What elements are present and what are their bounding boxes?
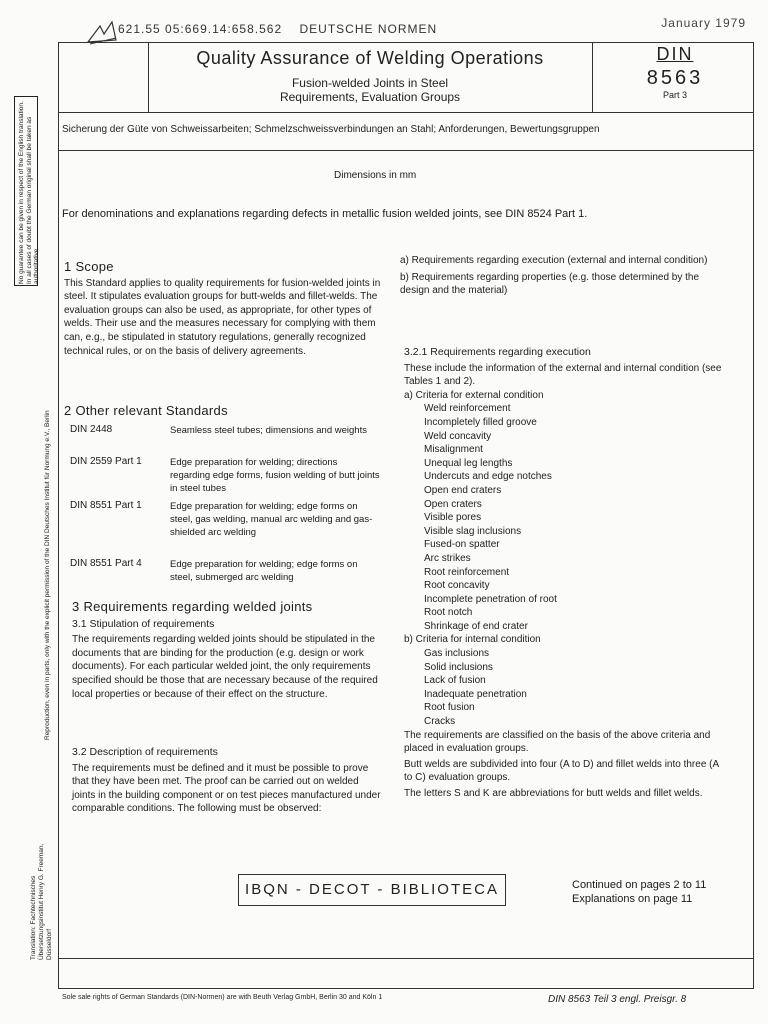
stipulation-text: The requirements regarding welded joints should be stipulated in the documents that are binding for the production (e.g. design or work documents). For each particular welded joint, the only requirements specified should be those that are necessary because of the required local properties or because of their effect on the structure. bbox=[72, 634, 378, 700]
criterion-item: Incompletely filled groove bbox=[424, 416, 537, 428]
standard-code: DIN 8551 Part 4 bbox=[70, 558, 142, 569]
requirements-section bbox=[72, 600, 384, 701]
library-stamp: IBQN - DECOT - BIBLIOTECA bbox=[238, 874, 506, 906]
reproduction-notice: Reproduction, even in parts, only with the explicit permission of the DIN Deutsches Institut für Normung e.V., Berlin bbox=[44, 410, 51, 740]
standards-section bbox=[64, 404, 382, 418]
classification-line: 621.55 05:669.14:658.562 DEUTSCHE NORMEN bbox=[118, 22, 438, 36]
standard-number: 8563 bbox=[646, 67, 704, 89]
criterion-item: Undercuts and edge notches bbox=[424, 471, 552, 483]
execution-text: These include the information of the external and internal condition (see Tables 1 and 2). bbox=[404, 362, 722, 388]
subsection-heading: 3.2.1 Requirements regarding execution bbox=[404, 346, 591, 358]
criterion-item: Cracks bbox=[424, 716, 456, 728]
standard-description: Edge preparation for welding; edge forms on steel, submerged arc welding bbox=[170, 559, 358, 583]
criterion-item: Root reinforcement bbox=[424, 566, 510, 578]
translation-notice: Translation: Fachtechnisches Übersetzungsinstitut Henry G. Freeman, Düsseldorf bbox=[30, 843, 53, 960]
criterion-item: Fused-on spatter bbox=[424, 539, 500, 551]
criterion-item: Misalignment bbox=[424, 444, 483, 456]
right-column bbox=[400, 254, 720, 298]
explanations-page: Explanations on page 11 bbox=[572, 893, 693, 905]
header-divider bbox=[148, 42, 149, 112]
criterion-item: Shrinkage of end crater bbox=[424, 620, 528, 632]
footer-rights: Sole sale rights of German Standards (DIN-Normen) are with Beuth Verlag GmbH, Berlin 30 and Köln 1 bbox=[62, 994, 383, 1001]
criterion-item: Visible pores bbox=[424, 512, 482, 524]
section-heading: 2 Other relevant Standards bbox=[64, 403, 228, 418]
header-rule bbox=[58, 112, 754, 113]
criterion-item: Weld concavity bbox=[424, 430, 492, 442]
german-title-rule bbox=[58, 150, 754, 151]
issue-date: January 1979 bbox=[661, 16, 746, 30]
din-number-block bbox=[596, 44, 754, 100]
footer-reference: DIN 8563 Teil 3 engl. Preisgr. 8 bbox=[548, 994, 687, 1005]
standard-description: Seamless steel tubes; dimensions and weights bbox=[170, 425, 367, 436]
left-column bbox=[64, 260, 382, 358]
standard-description: Edge preparation for welding; directions regarding edge forms, fusion welding of butt joints in steel tubes bbox=[170, 457, 380, 494]
classification-text: The requirements are classified on the basis of the above criteria and placed in evaluation groups. bbox=[404, 729, 711, 755]
external-criteria-list bbox=[404, 402, 722, 633]
bottom-rule bbox=[58, 958, 754, 959]
document-title: Quality Assurance of Welding Operations bbox=[196, 48, 544, 68]
list-item: b) Requirements regarding properties (e.g. those determined by the design and the material) bbox=[400, 271, 700, 297]
description-section bbox=[72, 746, 384, 816]
criterion-item: Inadequate penetration bbox=[424, 688, 527, 700]
list-item: a) Requirements regarding execution (external and internal condition) bbox=[400, 255, 708, 266]
german-title: Sicherung der Güte von Schweissarbeiten; Schmelzschweissverbindungen an Stahl; Anforderungen, Bewertungsgruppen bbox=[62, 124, 600, 135]
abbreviation-text: The letters S and K are abbreviations for butt welds and fillet welds. bbox=[404, 788, 703, 799]
part-label: Part 3 bbox=[662, 90, 687, 100]
criterion-item: Weld reinforcement bbox=[424, 403, 511, 415]
criterion-item: Incomplete penetration of root bbox=[424, 593, 557, 605]
description-text: The requirements must be defined and it must be possible to prove that they have been met. The proof can be carried out on welded joints in the building component or on test pieces manufactured under comparable conditions. The following must be observed: bbox=[72, 762, 381, 815]
document-subtitle: Fusion-welded Joints in Steel bbox=[291, 76, 449, 90]
standard-code: DIN 2559 Part 1 bbox=[70, 456, 142, 467]
criterion-item: Unequal leg lengths bbox=[424, 457, 513, 469]
criterion-item: Root concavity bbox=[424, 580, 490, 592]
execution-section bbox=[404, 346, 722, 801]
criterion-item: Gas inclusions bbox=[424, 648, 490, 660]
criterion-item: Lack of fusion bbox=[424, 675, 486, 687]
header-divider bbox=[592, 42, 593, 112]
continued-pages: Continued on pages 2 to 11 bbox=[572, 879, 707, 891]
disclaimer-text: No guarantee can be given in respect of the English translation. In all cases of doubt the German original shall be taken as authoritative. bbox=[18, 101, 40, 284]
internal-criteria-list bbox=[404, 647, 722, 729]
continuation-note bbox=[572, 878, 706, 906]
document-subtitle: Requirements, Evaluation Groups bbox=[279, 90, 461, 104]
subsection-heading: 3.1 Stipulation of requirements bbox=[72, 617, 215, 630]
criterion-item: Open craters bbox=[424, 498, 482, 510]
internal-criteria-heading: b) Criteria for internal condition bbox=[404, 634, 541, 646]
standard-description: Edge preparation for welding; edge forms on steel, gas welding, manual arc welding and gas-shielded arc welding bbox=[170, 501, 373, 538]
defects-reference: For denominations and explanations regarding defects in metallic fusion welded joints, see DIN 8524 Part 1. bbox=[62, 208, 588, 220]
criterion-item: Arc strikes bbox=[424, 552, 471, 564]
section-heading: 3 Requirements regarding welded joints bbox=[72, 599, 313, 614]
standards-list bbox=[70, 424, 382, 584]
din-logo-icon bbox=[86, 20, 120, 46]
criterion-item: Visible slag inclusions bbox=[424, 525, 522, 537]
dimensions-note: Dimensions in mm bbox=[334, 170, 417, 181]
subsection-heading: 3.2 Description of requirements bbox=[72, 746, 218, 758]
criterion-item: Root notch bbox=[424, 607, 473, 619]
standard-code: DIN 2448 bbox=[70, 424, 113, 435]
criterion-item: Open end craters bbox=[424, 484, 502, 496]
scope-text: This Standard applies to quality requirements for fusion-welded joints in steel. It stipulates evaluation groups for butt-welds and fillet-welds. The evaluation groups can also be used, as appropriate, for other types of welds. Their use and the measures necessary for complying with them can, e.g., be stipulated in statutory regulations, generally recognized technical rules, or on the basis of delivery agreements. bbox=[64, 277, 381, 357]
standard-code: DIN 8551 Part 1 bbox=[70, 500, 142, 511]
external-criteria-heading: a) Criteria for external condition bbox=[404, 389, 544, 401]
criterion-item: Root fusion bbox=[424, 702, 475, 714]
section-heading: 1 Scope bbox=[64, 259, 114, 274]
din-label: DIN bbox=[656, 44, 694, 64]
criterion-item: Solid inclusions bbox=[424, 661, 493, 673]
subdivision-text: Butt welds are subdivided into four (A to D) and fillet welds into three (A to C) evaluation groups. bbox=[404, 758, 719, 784]
